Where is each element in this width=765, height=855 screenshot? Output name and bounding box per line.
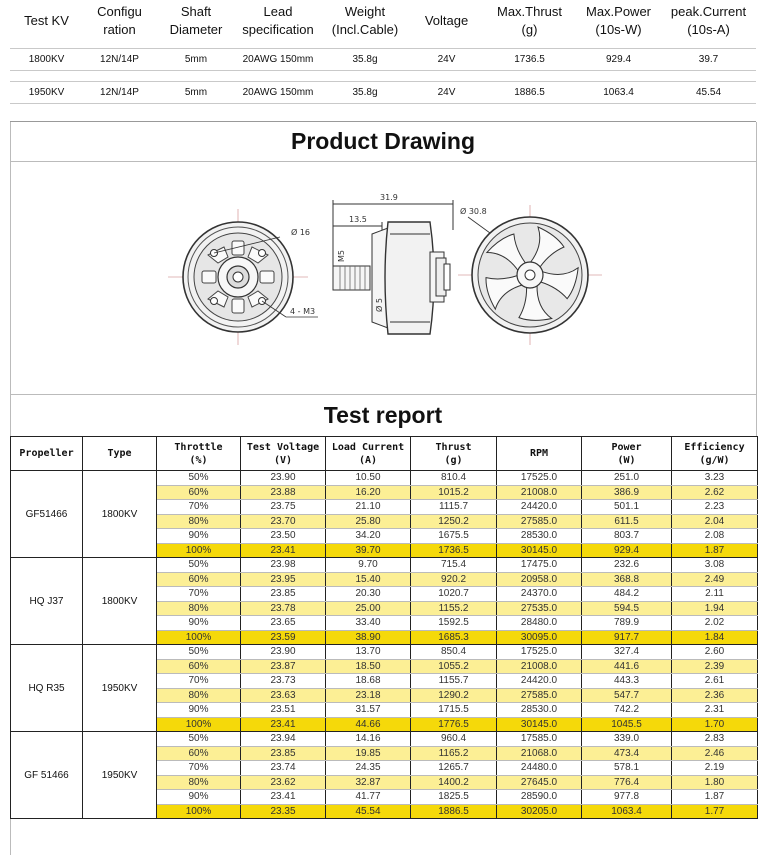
report-header-cell: Throttle (%) bbox=[157, 437, 241, 471]
report-cell: 1250.2 bbox=[411, 514, 497, 529]
report-cell: 1165.2 bbox=[411, 746, 497, 761]
dim-length: 31.9 bbox=[380, 193, 398, 202]
report-cell: 23.75 bbox=[241, 500, 326, 515]
report-cell: 80% bbox=[157, 514, 241, 529]
report-cell: 100% bbox=[157, 717, 241, 732]
report-cell: 24480.0 bbox=[497, 761, 582, 776]
report-cell: 18.68 bbox=[326, 674, 411, 689]
report-cell: 10.50 bbox=[326, 471, 411, 486]
motor-bottom-view bbox=[168, 209, 318, 345]
report-cell: 23.98 bbox=[241, 558, 326, 573]
spec-cell: 24V bbox=[410, 48, 483, 70]
report-cell: 100% bbox=[157, 543, 241, 558]
report-cell: 23.18 bbox=[326, 688, 411, 703]
spec-cell: 1950KV bbox=[10, 81, 83, 103]
report-cell: 2.61 bbox=[672, 674, 758, 689]
spec-header-cell: peak.Current (10s-A) bbox=[670, 4, 747, 37]
report-header-cell: Load Current (A) bbox=[326, 437, 411, 471]
frame-right bbox=[756, 122, 757, 436]
report-cell: 1776.5 bbox=[411, 717, 497, 732]
report-cell: 2.31 bbox=[672, 703, 758, 718]
report-cell: 30205.0 bbox=[497, 804, 582, 819]
report-cell: 1715.5 bbox=[411, 703, 497, 718]
report-row bbox=[11, 558, 758, 573]
report-cell: 1685.3 bbox=[411, 630, 497, 645]
report-cell: 1.77 bbox=[672, 804, 758, 819]
report-cell: 25.80 bbox=[326, 514, 411, 529]
report-cell: 23.85 bbox=[241, 746, 326, 761]
spec-cell: 39.7 bbox=[661, 48, 756, 70]
report-cell: 50% bbox=[157, 645, 241, 660]
report-cell: 34.20 bbox=[326, 529, 411, 544]
report-cell: 501.1 bbox=[582, 500, 672, 515]
report-cell: 27645.0 bbox=[497, 775, 582, 790]
report-cell: 1592.5 bbox=[411, 616, 497, 631]
report-cell: 2.02 bbox=[672, 616, 758, 631]
report-cell: 1045.5 bbox=[582, 717, 672, 732]
report-cell: 100% bbox=[157, 804, 241, 819]
report-cell: 1020.7 bbox=[411, 587, 497, 602]
report-row bbox=[11, 471, 758, 486]
spec-row bbox=[10, 81, 756, 103]
report-cell: 17585.0 bbox=[497, 732, 582, 747]
report-cell: 21008.0 bbox=[497, 485, 582, 500]
report-cell: 23.87 bbox=[241, 659, 326, 674]
spec-cell: 12N/14P bbox=[83, 48, 156, 70]
spec-cell: 24V bbox=[410, 81, 483, 103]
report-cell: 17475.0 bbox=[497, 558, 582, 573]
report-cell: 715.4 bbox=[411, 558, 497, 573]
report-cell: 9.70 bbox=[326, 558, 411, 573]
spec-cell: 929.4 bbox=[576, 48, 661, 70]
report-cell: 90% bbox=[157, 703, 241, 718]
report-cell: 60% bbox=[157, 659, 241, 674]
motor-top-view bbox=[458, 205, 602, 345]
report-cell: 24.35 bbox=[326, 761, 411, 776]
report-cell: 977.8 bbox=[582, 790, 672, 805]
report-cell: 1886.5 bbox=[411, 804, 497, 819]
report-cell: 23.70 bbox=[241, 514, 326, 529]
report-cell: 2.19 bbox=[672, 761, 758, 776]
spec-cell: 1736.5 bbox=[483, 48, 576, 70]
type-cell: 1800KV bbox=[83, 471, 157, 558]
report-cell: 20.30 bbox=[326, 587, 411, 602]
report-cell: 1155.2 bbox=[411, 601, 497, 616]
divider bbox=[10, 121, 756, 122]
report-cell: 23.41 bbox=[241, 543, 326, 558]
report-header-cell: Test Voltage (V) bbox=[241, 437, 326, 471]
report-header-row bbox=[11, 437, 758, 471]
report-cell: 30095.0 bbox=[497, 630, 582, 645]
report-cell: 50% bbox=[157, 558, 241, 573]
report-cell: 23.62 bbox=[241, 775, 326, 790]
report-cell: 1155.7 bbox=[411, 674, 497, 689]
report-cell: 2.39 bbox=[672, 659, 758, 674]
test-report-table bbox=[10, 436, 757, 819]
propeller-cell: HQ J37 bbox=[11, 558, 83, 645]
report-cell: 21068.0 bbox=[497, 746, 582, 761]
spec-header-cell: Max.Thrust (g) bbox=[496, 4, 562, 37]
report-cell: 24420.0 bbox=[497, 674, 582, 689]
report-cell: 23.50 bbox=[241, 529, 326, 544]
report-cell: 17525.0 bbox=[497, 645, 582, 660]
report-cell: 1.84 bbox=[672, 630, 758, 645]
report-cell: 44.66 bbox=[326, 717, 411, 732]
report-cell: 32.87 bbox=[326, 775, 411, 790]
report-cell: 2.49 bbox=[672, 572, 758, 587]
report-cell: 776.4 bbox=[582, 775, 672, 790]
report-cell: 21.10 bbox=[326, 500, 411, 515]
report-cell: 45.54 bbox=[326, 804, 411, 819]
report-cell: 20958.0 bbox=[497, 572, 582, 587]
report-cell: 23.95 bbox=[241, 572, 326, 587]
report-cell: 23.35 bbox=[241, 804, 326, 819]
spec-header-cell: Voltage bbox=[424, 13, 469, 28]
report-cell: 368.8 bbox=[582, 572, 672, 587]
report-cell: 1290.2 bbox=[411, 688, 497, 703]
report-cell: 1.70 bbox=[672, 717, 758, 732]
report-cell: 1055.2 bbox=[411, 659, 497, 674]
report-cell: 339.0 bbox=[582, 732, 672, 747]
spec-header-cell: Lead specification bbox=[242, 4, 314, 37]
report-cell: 23.74 bbox=[241, 761, 326, 776]
report-cell: 23.73 bbox=[241, 674, 326, 689]
report-cell: 28590.0 bbox=[497, 790, 582, 805]
report-cell: 18.50 bbox=[326, 659, 411, 674]
report-cell: 547.7 bbox=[582, 688, 672, 703]
report-cell: 3.23 bbox=[672, 471, 758, 486]
spec-row bbox=[10, 48, 756, 70]
spec-header-cell: Weight (Incl.Cable) bbox=[331, 4, 399, 37]
spec-cell: 45.54 bbox=[661, 81, 756, 103]
report-header-cell: Efficiency (g/W) bbox=[672, 437, 758, 471]
report-cell: 27585.0 bbox=[497, 688, 582, 703]
report-title: Test report bbox=[323, 402, 443, 428]
drawing-title: Product Drawing bbox=[290, 128, 475, 154]
report-cell: 15.40 bbox=[326, 572, 411, 587]
report-cell: 23.41 bbox=[241, 790, 326, 805]
report-cell: 2.46 bbox=[672, 746, 758, 761]
motor-side-view bbox=[333, 193, 453, 334]
report-cell: 13.70 bbox=[326, 645, 411, 660]
spec-cell: 5mm bbox=[156, 48, 236, 70]
report-cell: 31.57 bbox=[326, 703, 411, 718]
report-cell: 16.20 bbox=[326, 485, 411, 500]
report-cell: 60% bbox=[157, 485, 241, 500]
report-cell: 60% bbox=[157, 746, 241, 761]
report-cell: 1115.7 bbox=[411, 500, 497, 515]
spec-cell: 1800KV bbox=[10, 48, 83, 70]
spec-table bbox=[10, 0, 756, 114]
type-cell: 1800KV bbox=[83, 558, 157, 645]
report-cell: 17525.0 bbox=[497, 471, 582, 486]
report-cell: 30145.0 bbox=[497, 717, 582, 732]
report-cell: 1063.4 bbox=[582, 804, 672, 819]
spec-cell: 5mm bbox=[156, 81, 236, 103]
report-cell: 30145.0 bbox=[497, 543, 582, 558]
spacer-cell bbox=[10, 70, 756, 81]
report-cell: 70% bbox=[157, 587, 241, 602]
product-drawing bbox=[10, 162, 756, 394]
report-cell: 25.00 bbox=[326, 601, 411, 616]
propeller-cell: GF 51466 bbox=[11, 732, 83, 819]
report-cell: 70% bbox=[157, 674, 241, 689]
report-cell: 742.2 bbox=[582, 703, 672, 718]
report-cell: 2.60 bbox=[672, 645, 758, 660]
report-cell: 2.04 bbox=[672, 514, 758, 529]
report-cell: 1675.5 bbox=[411, 529, 497, 544]
spec-header-cell: Max.Power (10s-W) bbox=[585, 4, 652, 37]
spec-cell: 20AWG 150mm bbox=[236, 48, 320, 70]
report-cell: 484.2 bbox=[582, 587, 672, 602]
divider bbox=[10, 394, 756, 395]
report-cell: 441.6 bbox=[582, 659, 672, 674]
type-cell: 1950KV bbox=[83, 645, 157, 732]
report-cell: 23.51 bbox=[241, 703, 326, 718]
report-cell: 60% bbox=[157, 572, 241, 587]
report-cell: 23.78 bbox=[241, 601, 326, 616]
report-cell: 850.4 bbox=[411, 645, 497, 660]
spec-header-row bbox=[10, 0, 756, 42]
report-cell: 1400.2 bbox=[411, 775, 497, 790]
report-cell: 50% bbox=[157, 471, 241, 486]
report-cell: 578.1 bbox=[582, 761, 672, 776]
report-cell: 929.4 bbox=[582, 543, 672, 558]
report-cell: 2.83 bbox=[672, 732, 758, 747]
report-cell: 50% bbox=[157, 732, 241, 747]
spec-cell: 1886.5 bbox=[483, 81, 576, 103]
report-cell: 38.90 bbox=[326, 630, 411, 645]
report-header-cell: Power (W) bbox=[582, 437, 672, 471]
report-cell: 19.85 bbox=[326, 746, 411, 761]
report-cell: 2.08 bbox=[672, 529, 758, 544]
report-cell: 24370.0 bbox=[497, 587, 582, 602]
report-cell: 1736.5 bbox=[411, 543, 497, 558]
report-cell: 27535.0 bbox=[497, 601, 582, 616]
spec-cell: 20AWG 150mm bbox=[236, 81, 320, 103]
report-cell: 1.87 bbox=[672, 790, 758, 805]
report-cell: 1.80 bbox=[672, 775, 758, 790]
report-cell: 100% bbox=[157, 630, 241, 645]
report-cell: 90% bbox=[157, 529, 241, 544]
report-cell: 920.2 bbox=[411, 572, 497, 587]
report-row bbox=[11, 732, 758, 747]
report-cell: 80% bbox=[157, 601, 241, 616]
report-cell: 14.16 bbox=[326, 732, 411, 747]
report-cell: 473.4 bbox=[582, 746, 672, 761]
report-cell: 386.9 bbox=[582, 485, 672, 500]
spec-header-cell: Configu ration bbox=[97, 4, 142, 37]
report-cell: 23.63 bbox=[241, 688, 326, 703]
dim-m3: 4 - M3 bbox=[290, 307, 316, 316]
report-cell: 23.65 bbox=[241, 616, 326, 631]
report-header-cell: Thrust (g) bbox=[411, 437, 497, 471]
report-cell: 23.94 bbox=[241, 732, 326, 747]
report-cell: 917.7 bbox=[582, 630, 672, 645]
report-cell: 23.90 bbox=[241, 645, 326, 660]
report-cell: 1015.2 bbox=[411, 485, 497, 500]
report-cell: 2.62 bbox=[672, 485, 758, 500]
report-cell: 611.5 bbox=[582, 514, 672, 529]
report-cell: 90% bbox=[157, 616, 241, 631]
propeller-cell: GF51466 bbox=[11, 471, 83, 558]
report-cell: 28530.0 bbox=[497, 703, 582, 718]
report-cell: 1825.5 bbox=[411, 790, 497, 805]
spacer-row bbox=[10, 70, 756, 81]
report-cell: 232.6 bbox=[582, 558, 672, 573]
report-cell: 23.88 bbox=[241, 485, 326, 500]
report-cell: 1.87 bbox=[672, 543, 758, 558]
report-cell: 1.94 bbox=[672, 601, 758, 616]
report-header-cell: Propeller bbox=[11, 437, 83, 471]
report-cell: 251.0 bbox=[582, 471, 672, 486]
report-cell: 21008.0 bbox=[497, 659, 582, 674]
report-cell: 27585.0 bbox=[497, 514, 582, 529]
report-cell: 80% bbox=[157, 688, 241, 703]
report-cell: 594.5 bbox=[582, 601, 672, 616]
dim-length2: 13.5 bbox=[349, 215, 367, 224]
spec-header-cell: Shaft Diameter bbox=[169, 4, 223, 37]
report-cell: 24420.0 bbox=[497, 500, 582, 515]
spec-cell: 35.8g bbox=[320, 81, 410, 103]
report-header-cell: RPM bbox=[497, 437, 582, 471]
report-cell: 960.4 bbox=[411, 732, 497, 747]
report-cell: 2.11 bbox=[672, 587, 758, 602]
report-header-cell: Type bbox=[83, 437, 157, 471]
report-cell: 23.41 bbox=[241, 717, 326, 732]
dim-d5: Ø 5 bbox=[375, 298, 384, 312]
spec-cell: 1063.4 bbox=[576, 81, 661, 103]
report-cell: 28530.0 bbox=[497, 529, 582, 544]
report-cell: 810.4 bbox=[411, 471, 497, 486]
report-cell: 1265.7 bbox=[411, 761, 497, 776]
dim-m5: M5 bbox=[337, 250, 346, 262]
propeller-cell: HQ R35 bbox=[11, 645, 83, 732]
report-cell: 28480.0 bbox=[497, 616, 582, 631]
spec-cell: 12N/14P bbox=[83, 81, 156, 103]
report-cell: 41.77 bbox=[326, 790, 411, 805]
report-cell: 33.40 bbox=[326, 616, 411, 631]
report-cell: 23.90 bbox=[241, 471, 326, 486]
report-cell: 327.4 bbox=[582, 645, 672, 660]
dim-d308: Ø 30.8 bbox=[460, 207, 487, 216]
type-cell: 1950KV bbox=[83, 732, 157, 819]
dim-d16: Ø 16 bbox=[291, 228, 311, 237]
report-cell: 2.36 bbox=[672, 688, 758, 703]
report-cell: 90% bbox=[157, 790, 241, 805]
report-cell: 23.85 bbox=[241, 587, 326, 602]
report-cell: 70% bbox=[157, 500, 241, 515]
report-cell: 3.08 bbox=[672, 558, 758, 573]
spec-cell: 35.8g bbox=[320, 48, 410, 70]
report-cell: 70% bbox=[157, 761, 241, 776]
report-cell: 2.23 bbox=[672, 500, 758, 515]
report-cell: 23.59 bbox=[241, 630, 326, 645]
report-cell: 443.3 bbox=[582, 674, 672, 689]
report-cell: 80% bbox=[157, 775, 241, 790]
report-cell: 39.70 bbox=[326, 543, 411, 558]
spec-header-cell: Test KV bbox=[24, 13, 69, 28]
report-cell: 789.9 bbox=[582, 616, 672, 631]
report-cell: 803.7 bbox=[582, 529, 672, 544]
report-row bbox=[11, 645, 758, 660]
